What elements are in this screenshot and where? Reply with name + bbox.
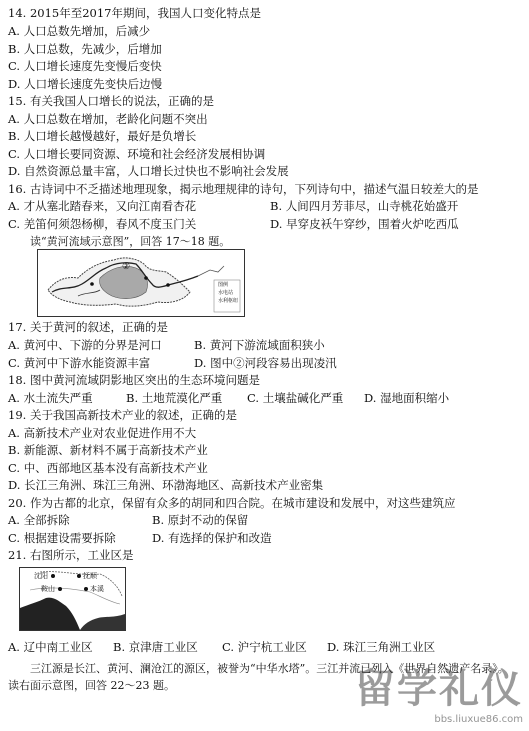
watermark-logo: 留学礼仪	[355, 666, 523, 712]
q21-option-b: B. 京津唐工业区	[113, 640, 198, 654]
q20-option-d: D. 有选择的保护和改造	[152, 531, 272, 545]
q17-option-a: A. 黄河中、下游的分界是河口	[8, 338, 162, 352]
q21-options-row	[8, 640, 435, 655]
q18-options-row	[8, 391, 449, 406]
city-label-benxi: 本溪	[90, 585, 104, 593]
q16-option-b: B. 人间四月芳菲尽，山寺桃花始盛开	[270, 199, 459, 213]
city-label-fushun: 抚顺	[83, 572, 97, 580]
q20-option-c: C. 根据建设需要拆除	[8, 531, 116, 545]
city-label-shenyang: 沈阳	[34, 572, 48, 580]
q15-option-a: A. 人口总数在增加，老龄化问题不突出	[8, 112, 208, 126]
q14-option-c: C. 人口增长速度先变慢后变快	[8, 59, 162, 73]
q21-option-a: A. 辽中南工业区	[8, 640, 93, 654]
watermark	[355, 657, 523, 725]
q19-stem: 19. 关于我国高新技术产业的叙述，正确的是	[8, 408, 237, 422]
q16-option-d: D. 早穿皮袄午穿纱，围着火炉吃西瓜	[270, 217, 459, 231]
legend-item-water-hub: 水利枢纽	[218, 298, 239, 304]
legend-title: 图例	[218, 282, 229, 288]
legend-item-hydropower: 水电站	[218, 290, 234, 296]
q20-option-a: A. 全部拆除	[8, 513, 70, 527]
q20-options-row1	[8, 513, 248, 528]
yellow-river-map-drawing	[38, 250, 244, 316]
watermark-url: bbs.liuxue86.com	[434, 714, 523, 725]
q15-option-b: B. 人口增长越慢越好，最好是负增长	[8, 129, 197, 143]
city-label-anshan: 鞍山	[41, 585, 55, 593]
q17-option-c: C. 黄河中下游水能资源丰富	[8, 356, 151, 370]
q19-option-b: B. 新能源、新材料不属于高新技术产业	[8, 443, 208, 457]
q18-option-d: D. 湿地面积缩小	[364, 391, 450, 405]
q17-stem: 17. 关于黄河的叙述，正确的是	[8, 320, 168, 334]
q17-option-b: B. 黄河下游流域面积狭小	[194, 338, 325, 352]
q20-options-row2	[8, 531, 272, 546]
q15-stem: 15. 有关我国人口增长的说法，正确的是	[8, 94, 214, 108]
industrial-region-map	[19, 567, 126, 631]
q16-options-row2	[8, 217, 459, 232]
q19-option-a: A. 高新技术产业对农业促进作用不大	[8, 426, 197, 440]
q20-stem: 20. 作为古都的北京，保留有众多的胡同和四合院。在城市建设和发展中，对这些建筑应	[8, 496, 456, 510]
q20-option-b: B. 原封不动的保留	[152, 513, 249, 527]
q14-option-a: A. 人口总数先增加，后减少	[8, 24, 151, 38]
map1-legend	[218, 281, 238, 305]
q21-option-c: C. 沪宁杭工业区	[222, 640, 307, 654]
river-section-2-label: ②	[122, 262, 131, 272]
q16-options-row1	[8, 199, 458, 214]
q16-stem: 16. 古诗词中不乏描述地理现象，揭示地理规律的诗句，下列诗句中，描述气温日较差大的是	[8, 182, 479, 196]
passage-line1: 三江源是长江、黄河、澜沧江的源区，被誉为“中华水塔”。三江并流已列入《世界自然遗产名录》。	[30, 662, 509, 675]
passage-line2: 读右面示意图，回答 22～23 题。	[8, 679, 175, 692]
q17-options-row2	[8, 356, 337, 371]
q21-stem: 21. 右图所示，工业区是	[8, 548, 134, 562]
q19-option-d: D. 长江三角洲、珠江三角洲、环渤海地区、高新技术产业密集	[8, 478, 324, 492]
q18-option-b: B. 土地荒漠化严重	[126, 391, 223, 405]
q21-option-d: D. 珠江三角洲工业区	[327, 640, 436, 654]
q18-option-a: A. 水土流失严重	[8, 391, 93, 405]
map1-intro: 读“黄河流域示意图”，回答 17～18 题。	[30, 235, 231, 248]
q16-option-a: A. 才从塞北踏春来，又向江南看杏花	[8, 199, 197, 213]
q14-option-d: D. 人口增长速度先变快后边慢	[8, 77, 163, 91]
q18-stem: 18. 图中黄河流域阴影地区突出的生态环境问题是	[8, 373, 260, 387]
q17-option-d: D. 图中②河段容易出现凌汛	[194, 356, 337, 370]
q14-option-b: B. 人口总数，先减少，后增加	[8, 42, 162, 56]
q16-option-c: C. 羌笛何须怨杨柳，春风不度玉门关	[8, 217, 197, 231]
q14-stem: 14. 2015年至2017年期间，我国人口变化特点是	[8, 6, 261, 20]
q18-option-c: C. 土壤盐碱化严重	[247, 391, 344, 405]
q15-option-c: C. 人口增长要同资源、环境和社会经济发展相协调	[8, 147, 266, 161]
yellow-river-map	[37, 249, 245, 317]
q15-option-d: D. 自然资源总量丰富，人口增长过快也不影响社会发展	[8, 164, 289, 178]
q17-options-row1	[8, 338, 325, 353]
q19-option-c: C. 中、西部地区基本没有高新技术产业	[8, 461, 208, 475]
